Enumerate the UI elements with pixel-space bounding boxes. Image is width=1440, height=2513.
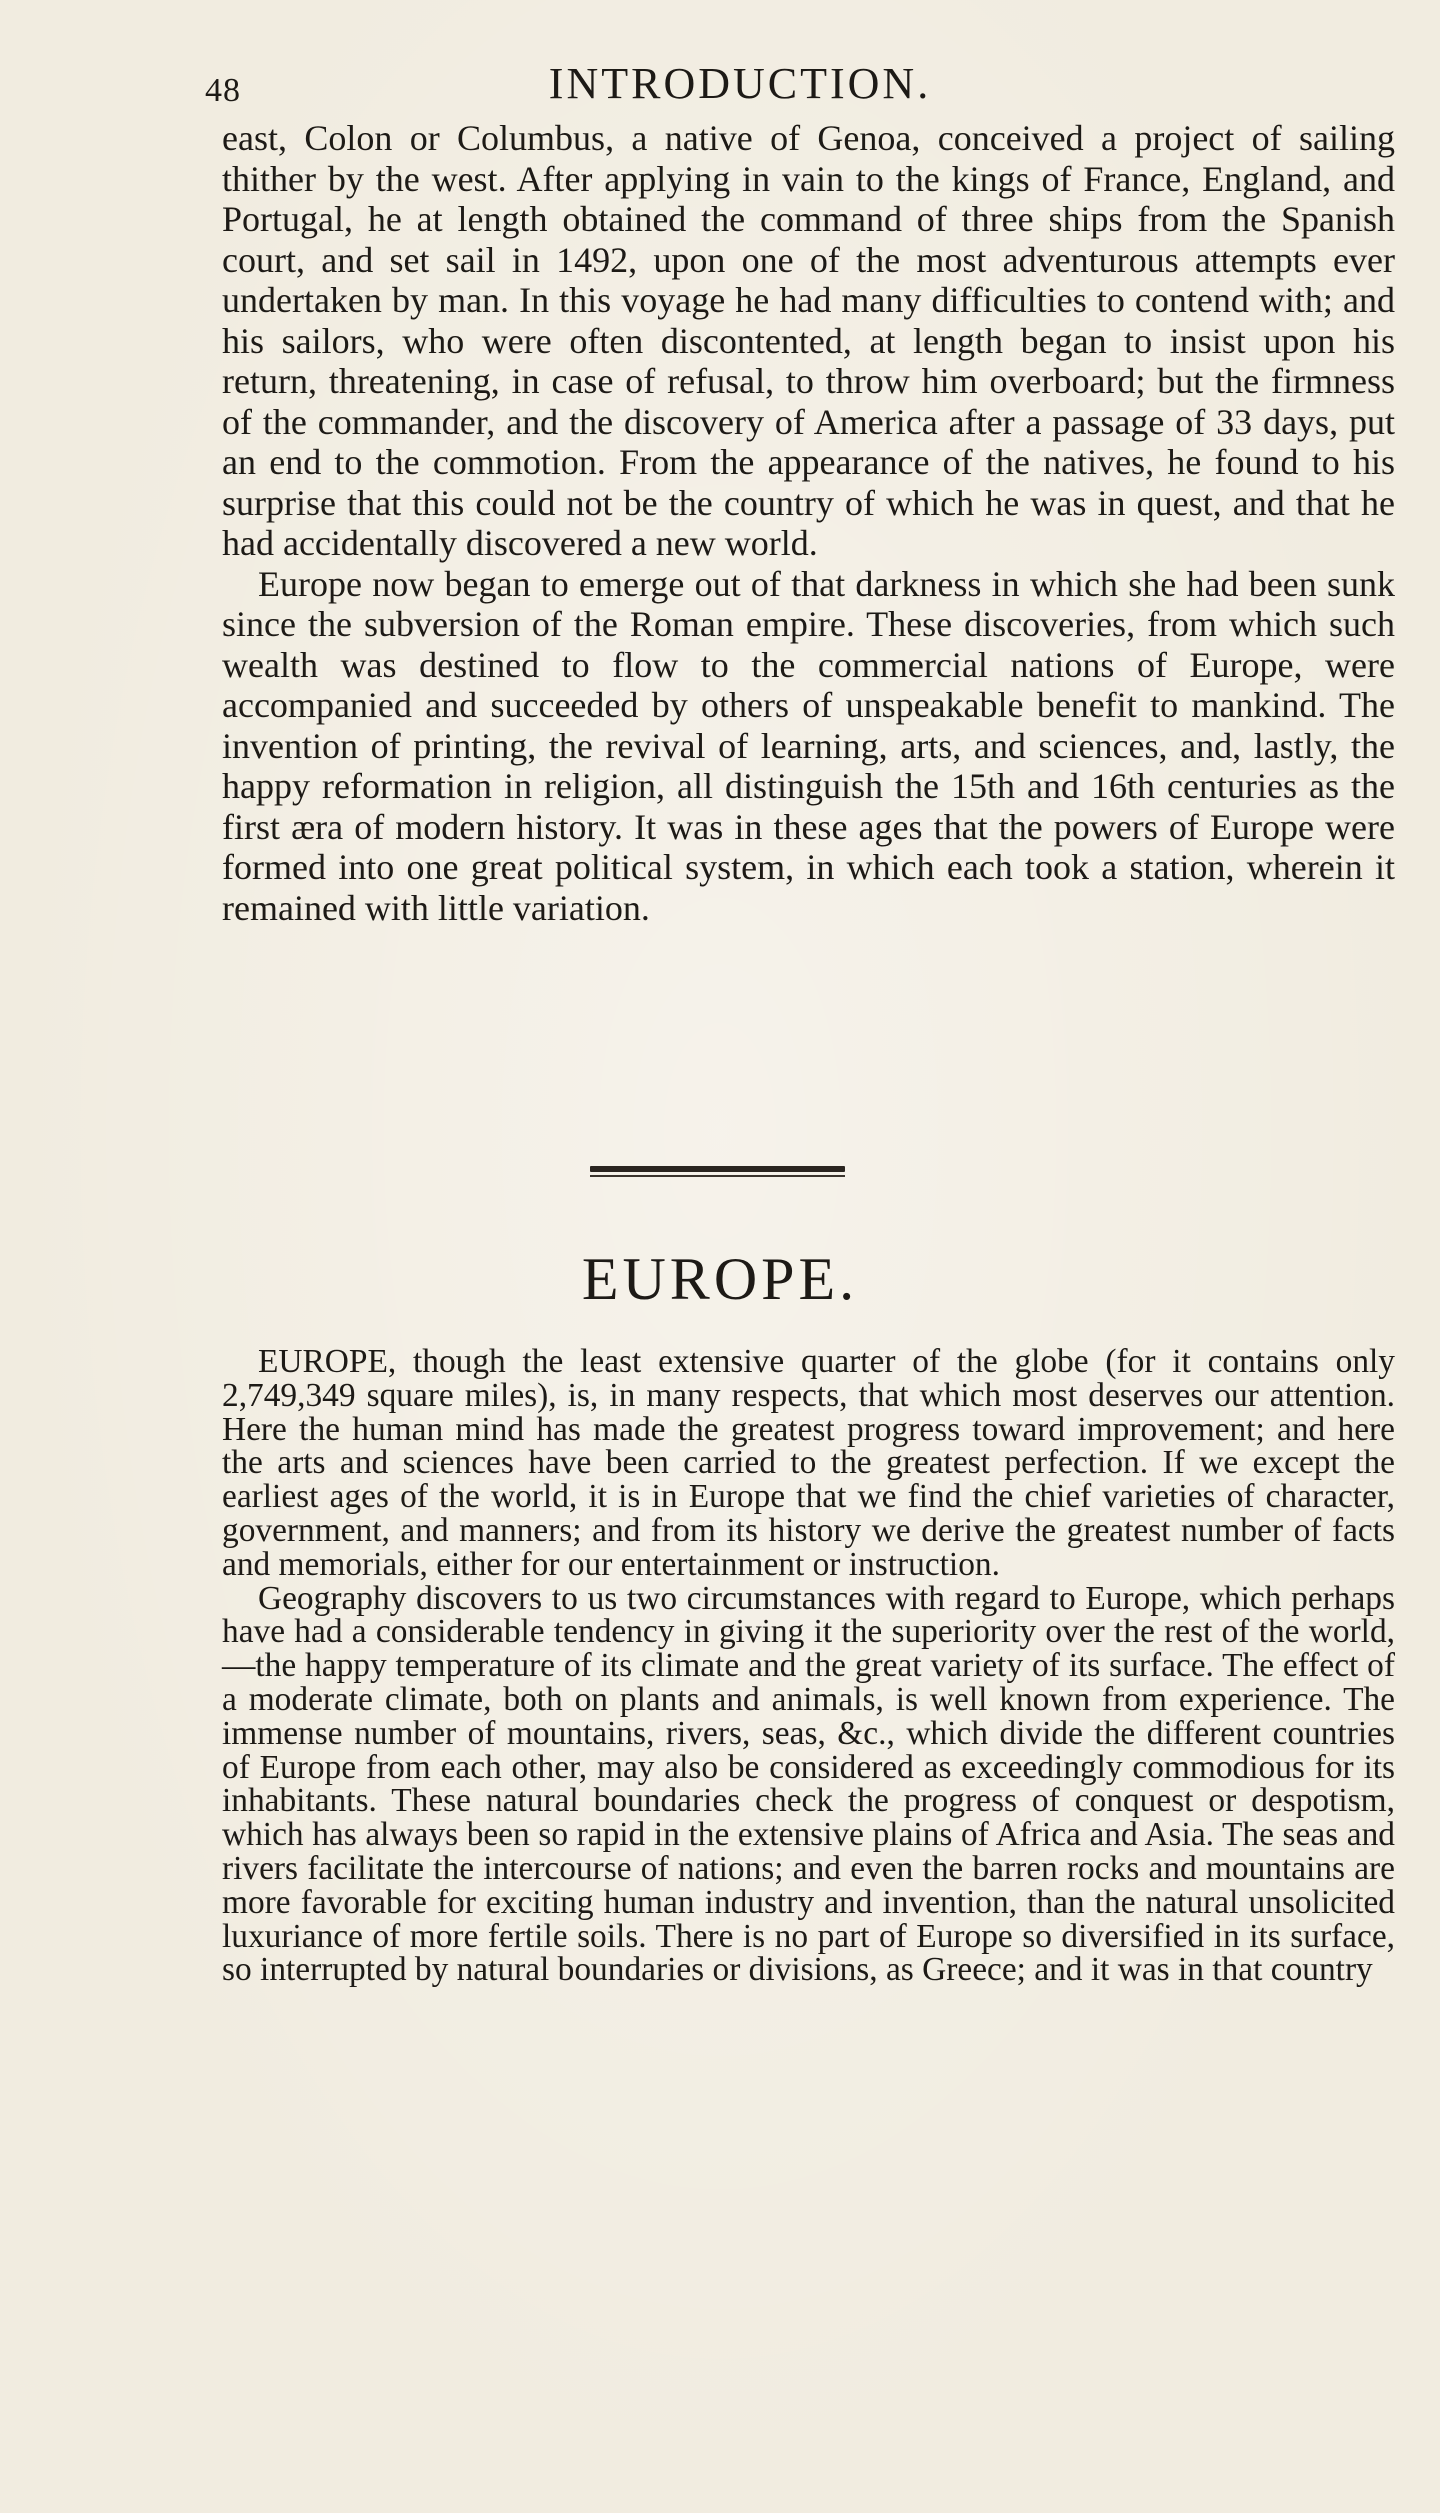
running-head: INTRODUCTION. xyxy=(548,59,932,108)
intro-paragraph: east, Colon or Columbus, a native of Genoa, conceived a project of sailing thither by the west. After applying in vain to the kings of France, England, and Portugal, he at length obtained the command of three ships from the Spanish court, and set sail in 1492, upon one of the most adventurous attempts ever undertaken by man. In this voyage he had many difficulties to contend with; and his sailors, who were often discontented, at length began to insist upon his return, threatening, in case of refusal, to throw him overboard; but the firmness of the commander, and the discovery of America after a passage of 33 days, put an end to the commotion. From the appearance of the natives, he found to his surprise that this could not be the country of which he was in quest, and that he had accidentally discovered a new world. xyxy=(222,118,1395,563)
europe-text xyxy=(222,1345,1395,1987)
europe-paragraph: Geography discovers to us two circumstances with regard to Europe, which perhaps have had a considerable tendency in giving it the superiority over the rest of the world,—the happy temperature of its climate and the great variety of its surface. The effect of a moderate climate, both on plants and animals, is well known from experience. The immense number of mountains, rivers, seas, &c., which divide the different countries of Europe from each other, may also be considered as exceedingly commodious for its inhabitants. These natural boundaries check the progress of conquest or despotism, which has always been so rapid in the extensive plains of Africa and Asia. The seas and rivers facilitate the intercourse of nations; and even the barren rocks and mountains are more favorable for exciting human industry and invention, than the natural unsolicited luxuriance of more fertile soils. There is no part of Europe so diversified in its surface, so interrupted by natural boundaries or divisions, as Greece; and it was in that country xyxy=(222,1579,1395,1989)
page-number: 48 xyxy=(205,72,241,109)
europe-paragraph: EUROPE, though the least extensive quarter of the globe (for it contains only 2,749,349 square miles), is, in many respects, that which most deserves our attention. Here the human mind has made the greatest progress toward improvement; and here the arts and sciences have been carried to the greatest perfection. If we except the earliest ages of the world, it is in Europe that we find the chief varieties of character, government, and manners; and from its history we derive the greatest number of facts and memorials, either for our entertainment or instruction. xyxy=(222,1343,1395,1583)
section-divider xyxy=(590,1166,845,1172)
section-title: EUROPE. xyxy=(581,1246,859,1312)
intro-paragraph: Europe now began to emerge out of that darkness in which she had been sunk since the subversion of the Roman empire. These discoveries, from which such wealth was destined to flow to the commercial nations of Europe, were accompanied and succeeded by others of unspeakable benefit to mankind. The invention of printing, the revival of learning, arts, and sciences, and, lastly, the happy reformation in religion, all distinguish the 15th and 16th centuries as the first æra of modern history. It was in these ages that the powers of Europe were formed into one great political system, in which each took a station, wherein it remained with little variation. xyxy=(222,563,1395,928)
page-header xyxy=(205,58,1215,118)
intro-text xyxy=(222,118,1395,928)
